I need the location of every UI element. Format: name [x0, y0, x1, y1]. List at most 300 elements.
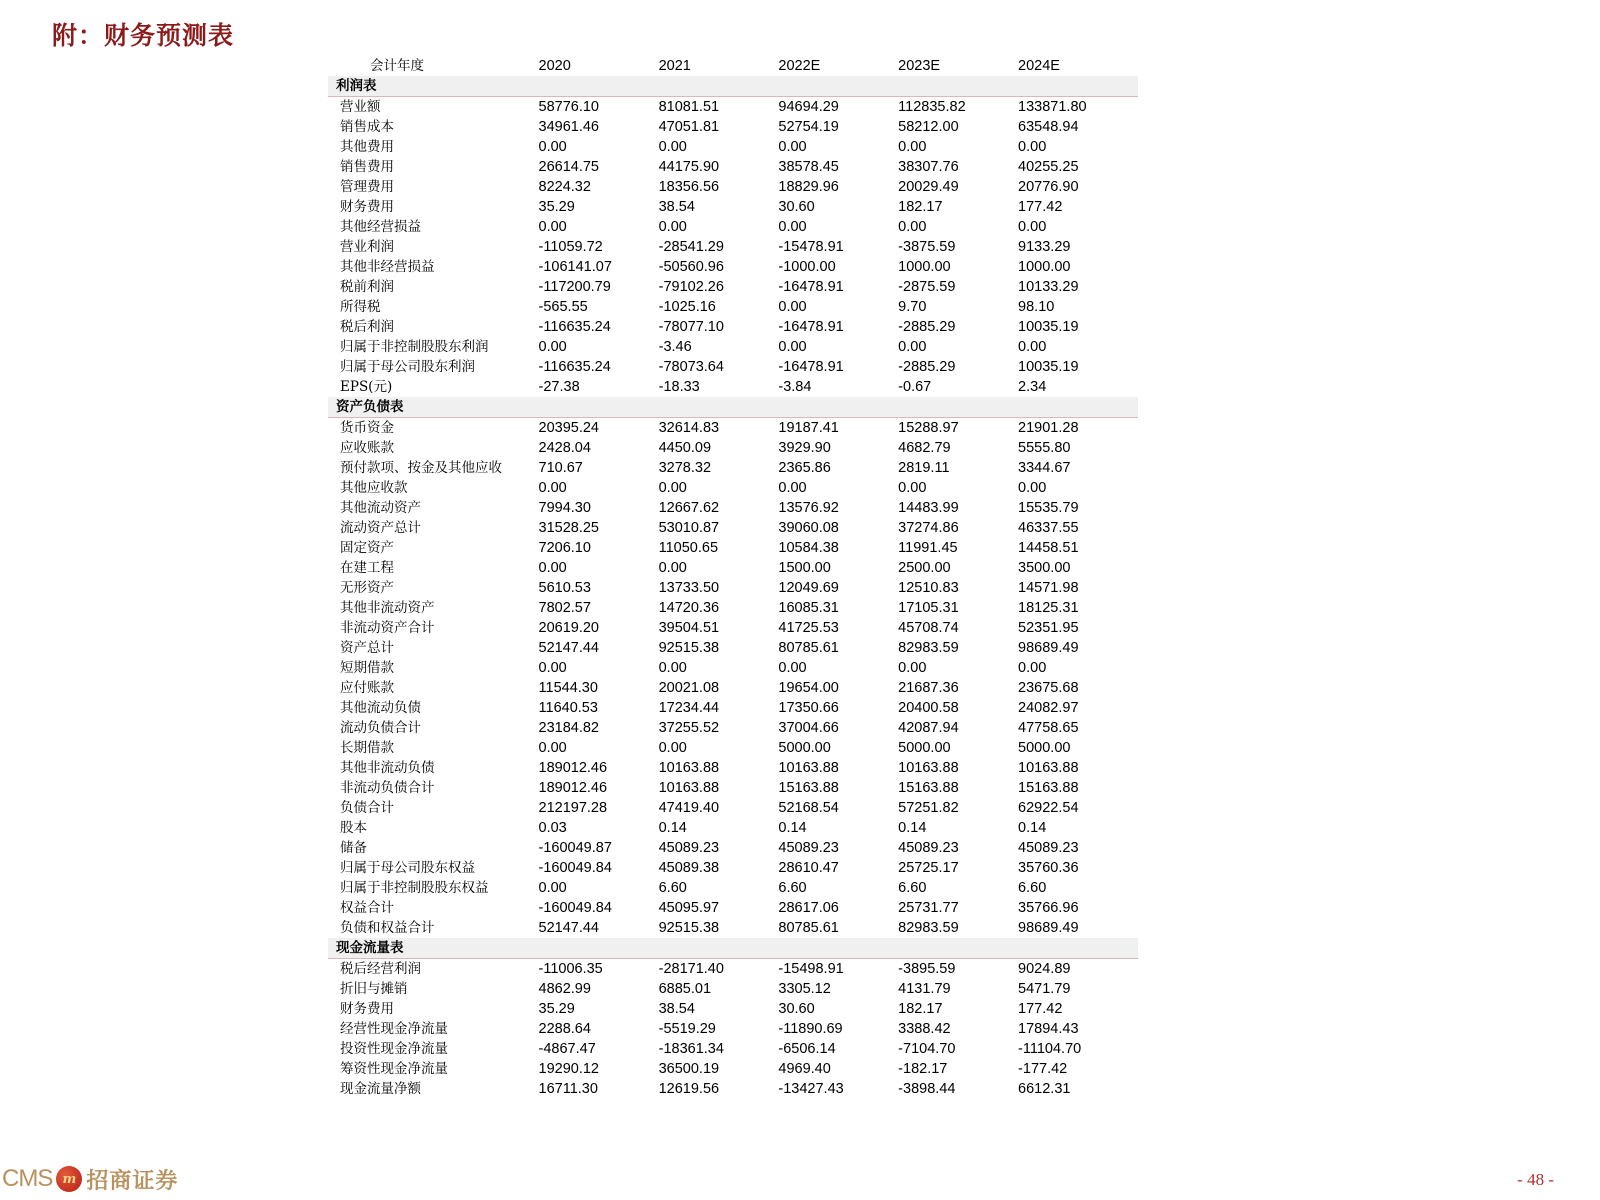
value-cell: 53010.87	[658, 519, 720, 536]
table-row	[328, 1059, 1138, 1079]
row-label: 经营性现金净流量	[340, 1020, 448, 1037]
value-cell: 45089.23	[778, 839, 839, 856]
value-cell: -1025.16	[658, 298, 716, 315]
value-cell: 177.42	[1018, 198, 1063, 215]
value-cell: 12049.69	[778, 579, 839, 596]
value-cell: -27.38	[538, 378, 580, 395]
value-cell: 0.00	[538, 659, 567, 676]
value-cell: 35760.36	[1018, 859, 1079, 876]
header-year: 2023E	[898, 57, 941, 74]
financial-forecast-table	[328, 56, 1138, 1099]
row-label: 其他非流动负债	[340, 759, 435, 776]
value-cell: -3895.59	[898, 960, 956, 977]
value-cell: 38.54	[658, 198, 695, 215]
value-cell: 4969.40	[778, 1060, 831, 1077]
value-cell: 35.29	[538, 1000, 575, 1017]
value-cell: 10163.88	[658, 759, 720, 776]
page-number: - 48 -	[1517, 1170, 1554, 1189]
value-cell: 23184.82	[538, 719, 599, 736]
row-label: 管理费用	[340, 178, 394, 195]
value-cell: 41725.53	[778, 619, 839, 636]
value-cell: 710.67	[538, 459, 583, 476]
section-header-row	[328, 938, 1138, 959]
value-cell: 3929.90	[778, 439, 831, 456]
table-row	[328, 357, 1138, 377]
value-cell: 52147.44	[538, 919, 599, 936]
value-cell: 0.00	[898, 338, 927, 355]
section-title: 现金流量表	[328, 938, 539, 959]
value-cell: 0.00	[658, 739, 687, 756]
table-row	[328, 458, 1138, 478]
value-cell: -106141.07	[538, 258, 612, 275]
value-cell: -2885.29	[898, 358, 956, 375]
value-cell: 112835.82	[898, 98, 966, 115]
row-label: 固定资产	[340, 539, 394, 556]
value-cell: -28171.40	[658, 960, 724, 977]
value-cell: 19290.12	[538, 1060, 599, 1077]
value-cell: 82983.59	[898, 919, 959, 936]
value-cell: 0.00	[898, 659, 927, 676]
value-cell: 18125.31	[1018, 599, 1079, 616]
page-title: 附：财务预测表	[52, 21, 235, 50]
header-year: 2022E	[778, 57, 821, 74]
value-cell: 11050.65	[658, 539, 719, 556]
value-cell: 15288.97	[898, 419, 959, 436]
value-cell: 1500.00	[778, 559, 831, 576]
value-cell: 0.00	[1018, 138, 1047, 155]
value-cell: 0.00	[898, 479, 927, 496]
value-cell: 63548.94	[1018, 118, 1079, 135]
section-spacer-cell	[778, 938, 898, 959]
row-label: 非流动资产合计	[340, 619, 435, 636]
row-label: 其他流动负债	[340, 699, 421, 716]
value-cell: 17894.43	[1018, 1020, 1079, 1037]
value-cell: 2.34	[1018, 378, 1047, 395]
value-cell: 7206.10	[538, 539, 591, 556]
value-cell: -177.42	[1018, 1060, 1068, 1077]
row-label: 归属于母公司股东权益	[340, 859, 475, 876]
value-cell: 133871.80	[1018, 98, 1087, 115]
row-label: 所得税	[340, 298, 381, 315]
row-label: 负债合计	[340, 799, 394, 816]
row-label: 财务费用	[340, 1000, 394, 1017]
value-cell: 10035.19	[1018, 318, 1079, 335]
row-label: 销售费用	[340, 158, 394, 175]
value-cell: -78073.64	[658, 358, 724, 375]
value-cell: 182.17	[898, 1000, 943, 1017]
value-cell: 58776.10	[538, 98, 599, 115]
value-cell: -5519.29	[658, 1020, 716, 1037]
table-row	[328, 718, 1138, 738]
value-cell: 98.10	[1018, 298, 1055, 315]
section-spacer-cell	[1018, 397, 1138, 418]
row-label: 货币资金	[340, 419, 394, 436]
value-cell: 14483.99	[898, 499, 959, 516]
table-row	[328, 999, 1138, 1019]
value-cell: 28610.47	[778, 859, 839, 876]
value-cell: 189012.46	[538, 759, 608, 776]
value-cell: -15478.91	[778, 238, 844, 255]
value-cell: 3388.42	[898, 1020, 951, 1037]
value-cell: 0.00	[778, 479, 807, 496]
header-year: 2021	[658, 57, 691, 74]
value-cell: 10163.88	[898, 759, 959, 776]
table-row	[328, 618, 1138, 638]
value-cell: 20776.90	[1018, 178, 1079, 195]
value-cell: 2428.04	[538, 439, 591, 456]
table-body	[328, 76, 1138, 1099]
value-cell: 52351.95	[1018, 619, 1079, 636]
row-label: 营业额	[340, 98, 381, 115]
table-row	[328, 878, 1138, 898]
value-cell: 15535.79	[1018, 499, 1079, 516]
value-cell: 39504.51	[658, 619, 720, 636]
table-row	[328, 758, 1138, 778]
value-cell: 6.60	[778, 879, 807, 896]
value-cell: 0.00	[778, 338, 807, 355]
value-cell: 62922.54	[1018, 799, 1079, 816]
section-spacer-cell	[898, 938, 1018, 959]
section-spacer-cell	[778, 76, 898, 97]
value-cell: 37004.66	[778, 719, 839, 736]
row-label: 应付账款	[340, 679, 394, 696]
value-cell: 39060.08	[778, 519, 839, 536]
logo-mark-icon	[56, 1166, 82, 1192]
table-row	[328, 898, 1138, 918]
value-cell: 7802.57	[538, 599, 591, 616]
value-cell: 0.00	[538, 559, 567, 576]
value-cell: 25725.17	[898, 859, 959, 876]
value-cell: 82983.59	[898, 639, 959, 656]
value-cell: 16085.31	[778, 599, 839, 616]
value-cell: 47051.81	[658, 118, 720, 135]
table-row	[328, 498, 1138, 518]
value-cell: -182.17	[898, 1060, 948, 1077]
value-cell: 3500.00	[1018, 559, 1071, 576]
value-cell: 10035.19	[1018, 358, 1079, 375]
value-cell: 0.14	[1018, 819, 1047, 836]
row-label: 其他非流动资产	[340, 599, 435, 616]
value-cell: 0.00	[658, 559, 687, 576]
row-label: 其他应收款	[340, 479, 408, 496]
row-label: 营业利润	[340, 238, 394, 255]
value-cell: 18356.56	[658, 178, 720, 195]
value-cell: 38307.76	[898, 158, 959, 175]
value-cell: 4682.79	[898, 439, 951, 456]
row-label: 短期借款	[340, 659, 394, 676]
row-label: 税后经营利润	[340, 960, 421, 977]
value-cell: 182.17	[898, 198, 943, 215]
value-cell: 80785.61	[778, 919, 839, 936]
value-cell: 45089.23	[898, 839, 959, 856]
table-row	[328, 257, 1138, 277]
value-cell: 212197.28	[538, 799, 608, 816]
value-cell: 0.00	[658, 138, 687, 155]
table-row	[328, 698, 1138, 718]
value-cell: 11991.45	[898, 539, 958, 556]
header-year: 2024E	[1018, 57, 1060, 74]
table-row	[328, 438, 1138, 458]
row-label: 资产总计	[340, 639, 394, 656]
table-row	[328, 738, 1138, 758]
value-cell: 5000.00	[1018, 739, 1071, 756]
value-cell: 0.00	[778, 659, 807, 676]
value-cell: 10163.88	[1018, 759, 1079, 776]
value-cell: 6612.31	[1018, 1080, 1071, 1097]
table-row	[328, 277, 1138, 297]
value-cell: 37274.86	[898, 519, 959, 536]
value-cell: 30.60	[778, 1000, 815, 1017]
row-label: 流动资产总计	[340, 519, 421, 536]
value-cell: -0.67	[898, 378, 932, 395]
value-cell: 10163.88	[778, 759, 839, 776]
brand-name-cn: 招商证券	[86, 1167, 179, 1194]
value-cell: -28541.29	[658, 238, 724, 255]
table-row	[328, 1079, 1138, 1099]
value-cell: 47758.65	[1018, 719, 1079, 736]
value-cell: 26614.75	[538, 158, 599, 175]
value-cell: 20029.49	[898, 178, 959, 195]
value-cell: 10133.29	[1018, 278, 1079, 295]
value-cell: -18.33	[658, 378, 700, 395]
table-row	[328, 979, 1138, 999]
value-cell: 15163.88	[1018, 779, 1079, 796]
value-cell: -11059.72	[538, 238, 603, 255]
row-label: 归属于母公司股东利润	[340, 358, 475, 375]
value-cell: 98689.49	[1018, 639, 1079, 656]
row-label: EPS(元)	[340, 378, 393, 395]
value-cell: 0.14	[898, 819, 927, 836]
section-spacer-cell	[898, 397, 1018, 418]
value-cell: 9133.29	[1018, 238, 1071, 255]
value-cell: 28617.06	[778, 899, 839, 916]
value-cell: -15498.91	[778, 960, 844, 977]
value-cell: -160049.84	[538, 859, 612, 876]
value-cell: 45089.38	[658, 859, 720, 876]
table-row	[328, 678, 1138, 698]
value-cell: 0.00	[538, 479, 567, 496]
value-cell: 19187.41	[778, 419, 839, 436]
row-label: 股本	[340, 819, 367, 836]
value-cell: 18829.96	[778, 178, 839, 195]
value-cell: 24082.97	[1018, 699, 1079, 716]
value-cell: 42087.94	[898, 719, 959, 736]
value-cell: 2819.11	[898, 459, 950, 476]
value-cell: 5555.80	[1018, 439, 1071, 456]
table-row	[328, 798, 1138, 818]
row-label: 税后利润	[340, 318, 394, 335]
value-cell: 35766.96	[1018, 899, 1079, 916]
value-cell: 0.00	[658, 218, 687, 235]
table-row	[328, 538, 1138, 558]
value-cell: 5471.79	[1018, 980, 1071, 997]
value-cell: -3.84	[778, 378, 812, 395]
brand-logo	[2, 1162, 178, 1196]
value-cell: 36500.19	[658, 1060, 720, 1077]
table-row	[328, 558, 1138, 578]
table-row	[328, 317, 1138, 337]
value-cell: 21687.36	[898, 679, 959, 696]
value-cell: 177.42	[1018, 1000, 1063, 1017]
value-cell: -13427.43	[778, 1080, 844, 1097]
value-cell: 47419.40	[658, 799, 720, 816]
value-cell: 3344.67	[1018, 459, 1071, 476]
header-label: 会计年度	[370, 57, 424, 74]
value-cell: 32614.83	[658, 419, 720, 436]
value-cell: 12510.83	[898, 579, 959, 596]
row-label: 其他经营损益	[340, 218, 421, 235]
row-label: 其他费用	[340, 138, 394, 155]
value-cell: -11104.70	[1018, 1040, 1082, 1057]
value-cell: -11890.69	[778, 1020, 843, 1037]
value-cell: 40255.25	[1018, 158, 1079, 175]
value-cell: 2500.00	[898, 559, 951, 576]
value-cell: 5000.00	[778, 739, 831, 756]
value-cell: -160049.87	[538, 839, 612, 856]
table-row	[328, 418, 1138, 439]
value-cell: -16478.91	[778, 318, 844, 335]
value-cell: 0.00	[1018, 659, 1047, 676]
value-cell: -117200.79	[538, 278, 611, 295]
table-row	[328, 478, 1138, 498]
value-cell: 11544.30	[538, 679, 598, 696]
table-row	[328, 578, 1138, 598]
table-row	[328, 959, 1138, 980]
value-cell: 58212.00	[898, 118, 959, 135]
value-cell: 57251.82	[898, 799, 959, 816]
logo-mark-letter: m	[62, 1171, 77, 1187]
value-cell: 12667.62	[658, 499, 720, 516]
value-cell: 6.60	[1018, 879, 1047, 896]
value-cell: 45708.74	[898, 619, 959, 636]
value-cell: 0.00	[658, 479, 687, 496]
table-row	[328, 377, 1138, 397]
row-label: 预付款项、按金及其他应收	[340, 459, 502, 476]
row-label: 其他非经营损益	[340, 258, 435, 275]
value-cell: 10163.88	[658, 779, 720, 796]
value-cell: 14458.51	[1018, 539, 1079, 556]
value-cell: -7104.70	[898, 1040, 956, 1057]
row-label: 折旧与摊销	[340, 980, 408, 997]
value-cell: -2875.59	[898, 278, 956, 295]
table-row	[328, 177, 1138, 197]
row-label: 非流动负债合计	[340, 779, 435, 796]
value-cell: 0.00	[778, 218, 807, 235]
value-cell: 0.03	[538, 819, 567, 836]
value-cell: 31528.25	[538, 519, 599, 536]
section-spacer-cell	[539, 938, 659, 959]
section-spacer-cell	[1018, 76, 1138, 97]
value-cell: -50560.96	[658, 258, 724, 275]
table-row	[328, 778, 1138, 798]
row-label: 其他流动资产	[340, 499, 421, 516]
value-cell: 98689.49	[1018, 919, 1079, 936]
value-cell: 25731.77	[898, 899, 959, 916]
row-label: 权益合计	[340, 899, 394, 916]
value-cell: 34961.46	[538, 118, 599, 135]
value-cell: 13576.92	[778, 499, 839, 516]
value-cell: 6.60	[658, 879, 687, 896]
table-row	[328, 918, 1138, 938]
value-cell: -16478.91	[778, 358, 844, 375]
row-label: 财务费用	[340, 198, 394, 215]
table-header-row	[328, 56, 1138, 76]
value-cell: 5000.00	[898, 739, 951, 756]
section-header-row	[328, 397, 1138, 418]
value-cell: 46337.55	[1018, 519, 1079, 536]
value-cell: 5610.53	[538, 579, 591, 596]
value-cell: 8224.32	[538, 178, 591, 195]
table-row	[328, 1019, 1138, 1039]
table-row	[328, 518, 1138, 538]
value-cell: 52168.54	[778, 799, 839, 816]
table-row	[328, 157, 1138, 177]
value-cell: 1000.00	[898, 258, 951, 275]
value-cell: 21901.28	[1018, 419, 1079, 436]
value-cell: 0.00	[538, 879, 567, 896]
value-cell: 0.00	[778, 138, 807, 155]
table-row	[328, 237, 1138, 257]
value-cell: 81081.51	[658, 98, 720, 115]
value-cell: -78077.10	[658, 318, 724, 335]
table-row	[328, 638, 1138, 658]
value-cell: 0.14	[658, 819, 687, 836]
value-cell: 14571.98	[1018, 579, 1079, 596]
row-label: 销售成本	[340, 118, 394, 135]
value-cell: -565.55	[538, 298, 588, 315]
table-row	[328, 197, 1138, 217]
value-cell: 17234.44	[658, 699, 720, 716]
section-spacer-cell	[778, 397, 898, 418]
value-cell: 0.00	[1018, 479, 1047, 496]
section-spacer-cell	[539, 397, 659, 418]
value-cell: 94694.29	[778, 98, 839, 115]
value-cell: 52754.19	[778, 118, 839, 135]
value-cell: 2288.64	[538, 1020, 591, 1037]
table-row	[328, 658, 1138, 678]
row-label: 长期借款	[340, 739, 394, 756]
section-spacer-cell	[539, 76, 659, 97]
value-cell: -6506.14	[778, 1040, 836, 1057]
value-cell: 4450.09	[658, 439, 712, 456]
value-cell: 38.54	[658, 1000, 695, 1017]
row-label: 无形资产	[340, 579, 394, 596]
value-cell: 16711.30	[538, 1080, 598, 1097]
value-cell: 44175.90	[658, 158, 720, 175]
value-cell: -4867.47	[538, 1040, 596, 1057]
value-cell: 35.29	[538, 198, 575, 215]
value-cell: 80785.61	[778, 639, 839, 656]
value-cell: 0.00	[538, 218, 567, 235]
value-cell: 52147.44	[538, 639, 599, 656]
value-cell: -3898.44	[898, 1080, 956, 1097]
section-title: 资产负债表	[328, 397, 539, 418]
value-cell: 17350.66	[778, 699, 839, 716]
table-row	[328, 858, 1138, 878]
table-row	[328, 598, 1138, 618]
value-cell: 23675.68	[1018, 679, 1079, 696]
table-row	[328, 97, 1138, 118]
value-cell: 14720.36	[658, 599, 720, 616]
value-cell: 0.00	[538, 338, 567, 355]
value-cell: 20021.08	[658, 679, 720, 696]
table-row	[328, 137, 1138, 157]
value-cell: 2365.86	[778, 459, 831, 476]
cms-logo-text: CMS	[2, 1165, 53, 1192]
value-cell: -79102.26	[658, 278, 724, 295]
value-cell: 7994.30	[538, 499, 591, 516]
value-cell: 0.00	[658, 659, 687, 676]
